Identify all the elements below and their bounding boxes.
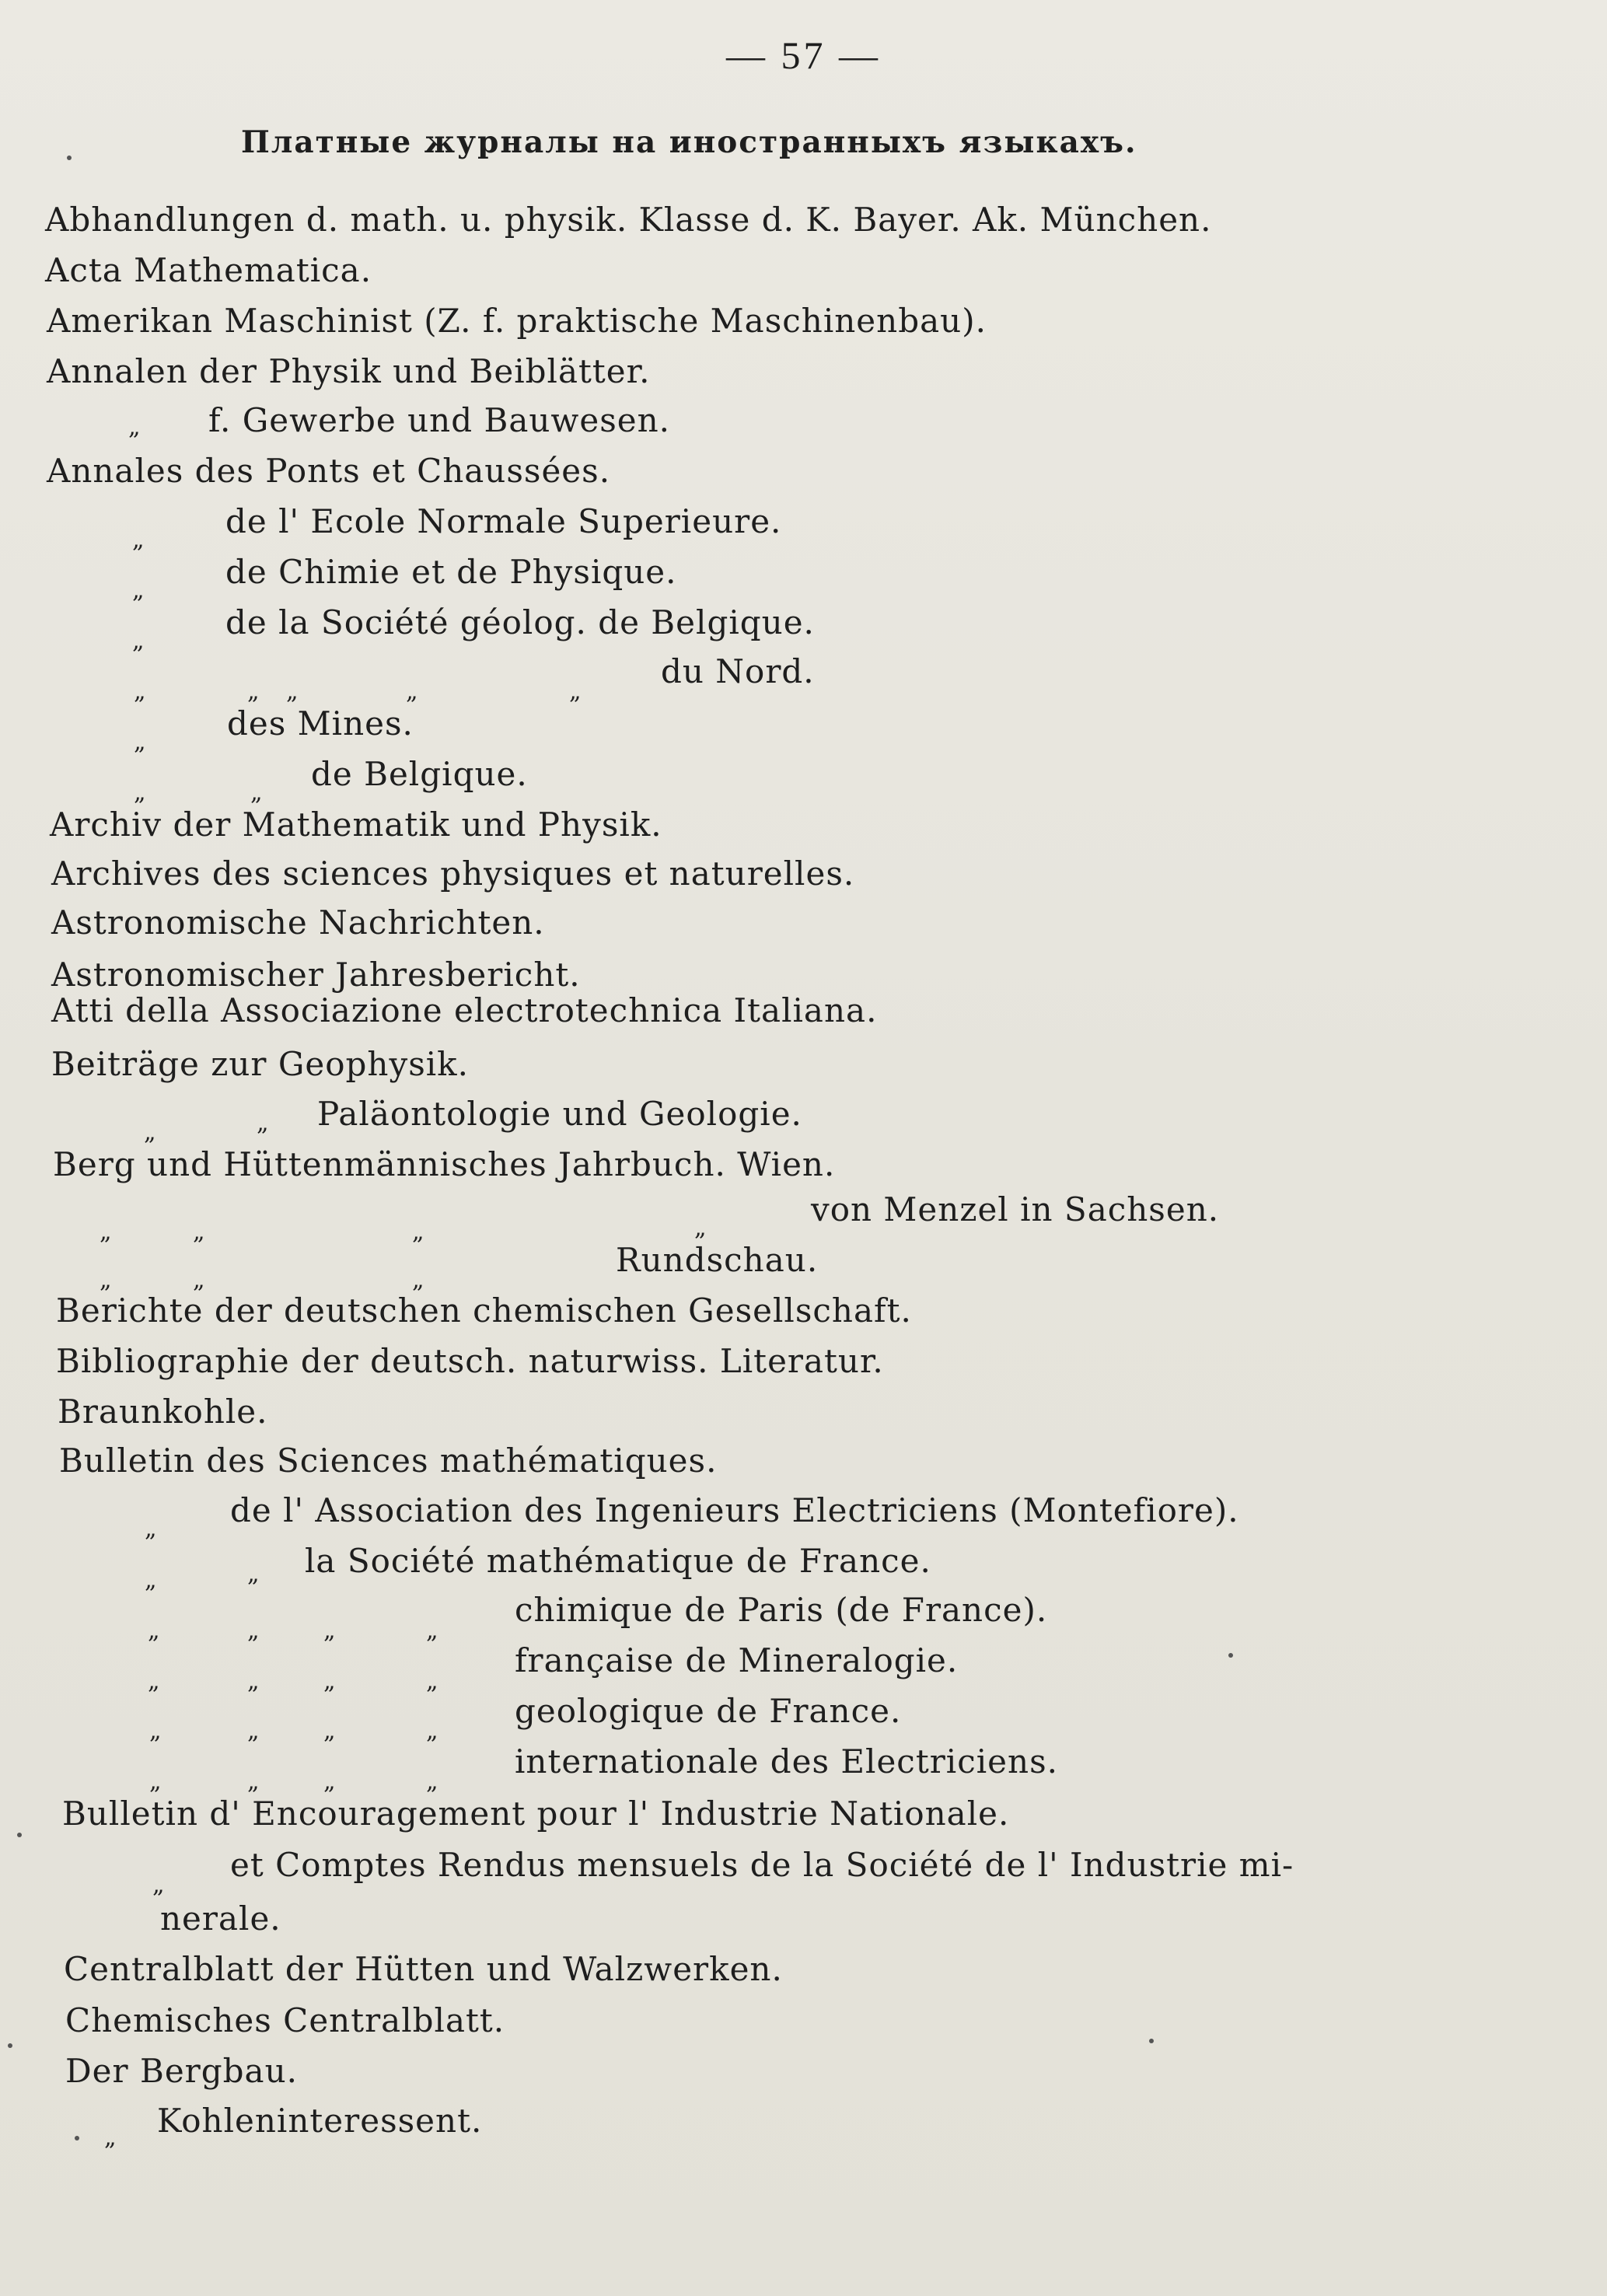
list-item: du Nord. xyxy=(661,652,815,690)
ditto-mark: „ xyxy=(247,1768,260,1795)
list-item: Der Bergbau. xyxy=(65,2052,298,2090)
list-item: Berichte der deutschen chemischen Gesellschaft. xyxy=(56,1291,912,1330)
ditto-mark: „ xyxy=(257,1110,269,1137)
ditto-mark: „ xyxy=(148,1617,160,1644)
paper-speck xyxy=(17,1833,22,1837)
ditto-mark: „ xyxy=(569,678,582,705)
list-item: Berg und Hüttenmännisches Jahrbuch. Wien. xyxy=(53,1145,836,1183)
list-item: de Chimie et de Physique. xyxy=(225,553,677,591)
list-item: Archiv der Mathematik und Physik. xyxy=(50,806,662,844)
list-item: Annalen der Physik und Beiblätter. xyxy=(47,352,651,390)
ditto-mark: „ xyxy=(100,1267,112,1294)
ditto-mark: „ xyxy=(193,1267,205,1294)
section-heading: Платные журналы на иностранныхъ языкахъ. xyxy=(241,124,1137,160)
list-item: internationale des Electriciens. xyxy=(515,1742,1058,1781)
ditto-mark: „ xyxy=(132,577,145,604)
list-item: Braunkohle. xyxy=(58,1393,268,1431)
list-item: française de Mineralogie. xyxy=(515,1641,959,1679)
list-item: Bulletin des Sciences mathématiques. xyxy=(59,1442,718,1480)
ditto-mark: „ xyxy=(144,1119,156,1146)
list-item: Beiträge zur Geophysik. xyxy=(51,1045,469,1083)
list-item: nerale. xyxy=(160,1899,281,1938)
list-item: chimique de Paris (de France). xyxy=(515,1591,1048,1629)
ditto-mark: „ xyxy=(426,1668,438,1695)
list-item: Kohleninteressent. xyxy=(157,2102,483,2140)
ditto-mark: „ xyxy=(323,1617,336,1644)
ditto-mark: „ xyxy=(694,1214,707,1242)
ditto-mark: „ xyxy=(412,1218,424,1246)
list-item: de la Société géolog. de Belgique. xyxy=(225,603,815,641)
ditto-mark: „ xyxy=(128,414,141,441)
list-item: Acta Mathematica. xyxy=(45,251,372,289)
ditto-mark: „ xyxy=(134,729,146,756)
ditto-mark: „ xyxy=(426,1768,438,1795)
ditto-mark: „ xyxy=(145,1567,157,1594)
list-item: Bulletin d' Encouragement pour l' Industrie Nationale. xyxy=(62,1795,1010,1833)
page-number: — 57 — xyxy=(726,33,881,77)
ditto-mark: „ xyxy=(247,1668,260,1695)
paper-speck xyxy=(1149,2039,1154,2043)
ditto-mark: „ xyxy=(134,678,146,705)
list-item: Abhandlungen d. math. u. physik. Klasse d. K. Bayer. Ak. München. xyxy=(45,201,1212,239)
ditto-mark: „ xyxy=(247,1560,260,1588)
ditto-mark: „ xyxy=(145,1515,157,1543)
paper-speck xyxy=(1228,1653,1233,1658)
ditto-mark: „ xyxy=(406,678,418,705)
ditto-mark: „ xyxy=(412,1267,424,1294)
ditto-mark: „ xyxy=(250,779,263,806)
list-item: Amerikan Maschinist (Z. f. praktische Maschinenbau). xyxy=(47,302,987,340)
list-item: Astronomischer Jahresbericht. xyxy=(51,956,581,994)
list-item: la Société mathématique de France. xyxy=(305,1542,931,1580)
paper-speck xyxy=(75,2136,79,2140)
ditto-mark: „ xyxy=(134,779,146,806)
ditto-mark: „ xyxy=(323,1768,336,1795)
list-item: Atti della Associazione electrotechnica Italiana. xyxy=(51,991,878,1029)
ditto-mark: „ xyxy=(426,1617,438,1644)
list-item: Astronomische Nachrichten. xyxy=(51,903,545,942)
list-item: Paläontologie und Geologie. xyxy=(317,1095,802,1133)
list-item: Bibliographie der deutsch. naturwiss. Literatur. xyxy=(56,1342,884,1380)
ditto-mark: „ xyxy=(323,1718,336,1745)
list-item: Centralblatt der Hütten und Walzwerken. xyxy=(64,1950,783,1988)
list-item: geologique de France. xyxy=(515,1692,902,1730)
ditto-mark: „ xyxy=(247,678,260,705)
ditto-mark: „ xyxy=(132,526,145,554)
ditto-mark: „ xyxy=(149,1768,162,1795)
list-item: Chemisches Centralblatt. xyxy=(65,2001,505,2039)
ditto-mark: „ xyxy=(100,1218,112,1246)
list-item: Archives des sciences physiques et naturelles. xyxy=(51,854,855,893)
ditto-mark: „ xyxy=(193,1218,205,1246)
list-item: von Menzel in Sachsen. xyxy=(811,1190,1220,1228)
ditto-mark: „ xyxy=(247,1718,260,1745)
list-item: de l' Ecole Normale Superieure. xyxy=(225,502,782,540)
ditto-mark: „ xyxy=(426,1718,438,1745)
paper-speck xyxy=(67,156,72,160)
ditto-mark: „ xyxy=(148,1668,160,1695)
list-item: et Comptes Rendus mensuels de la Société de l' Industrie mi- xyxy=(230,1846,1294,1884)
ditto-mark: „ xyxy=(286,678,299,705)
list-item: Rundschau. xyxy=(616,1241,819,1279)
ditto-mark: „ xyxy=(132,627,145,655)
ditto-mark: „ xyxy=(323,1668,336,1695)
ditto-mark: „ xyxy=(149,1718,162,1745)
ditto-mark: „ xyxy=(247,1617,260,1644)
ditto-mark: „ xyxy=(152,1871,165,1899)
list-item: de l' Association des Ingenieurs Electriciens (Montefiore). xyxy=(230,1491,1239,1529)
list-item: des Mines. xyxy=(227,704,414,743)
ditto-mark: „ xyxy=(104,2124,117,2151)
paper-speck xyxy=(8,2043,12,2048)
list-item: de Belgique. xyxy=(311,755,528,793)
list-item: f. Gewerbe und Bauwesen. xyxy=(208,401,671,439)
list-item: Annales des Ponts et Chaussées. xyxy=(47,452,611,490)
